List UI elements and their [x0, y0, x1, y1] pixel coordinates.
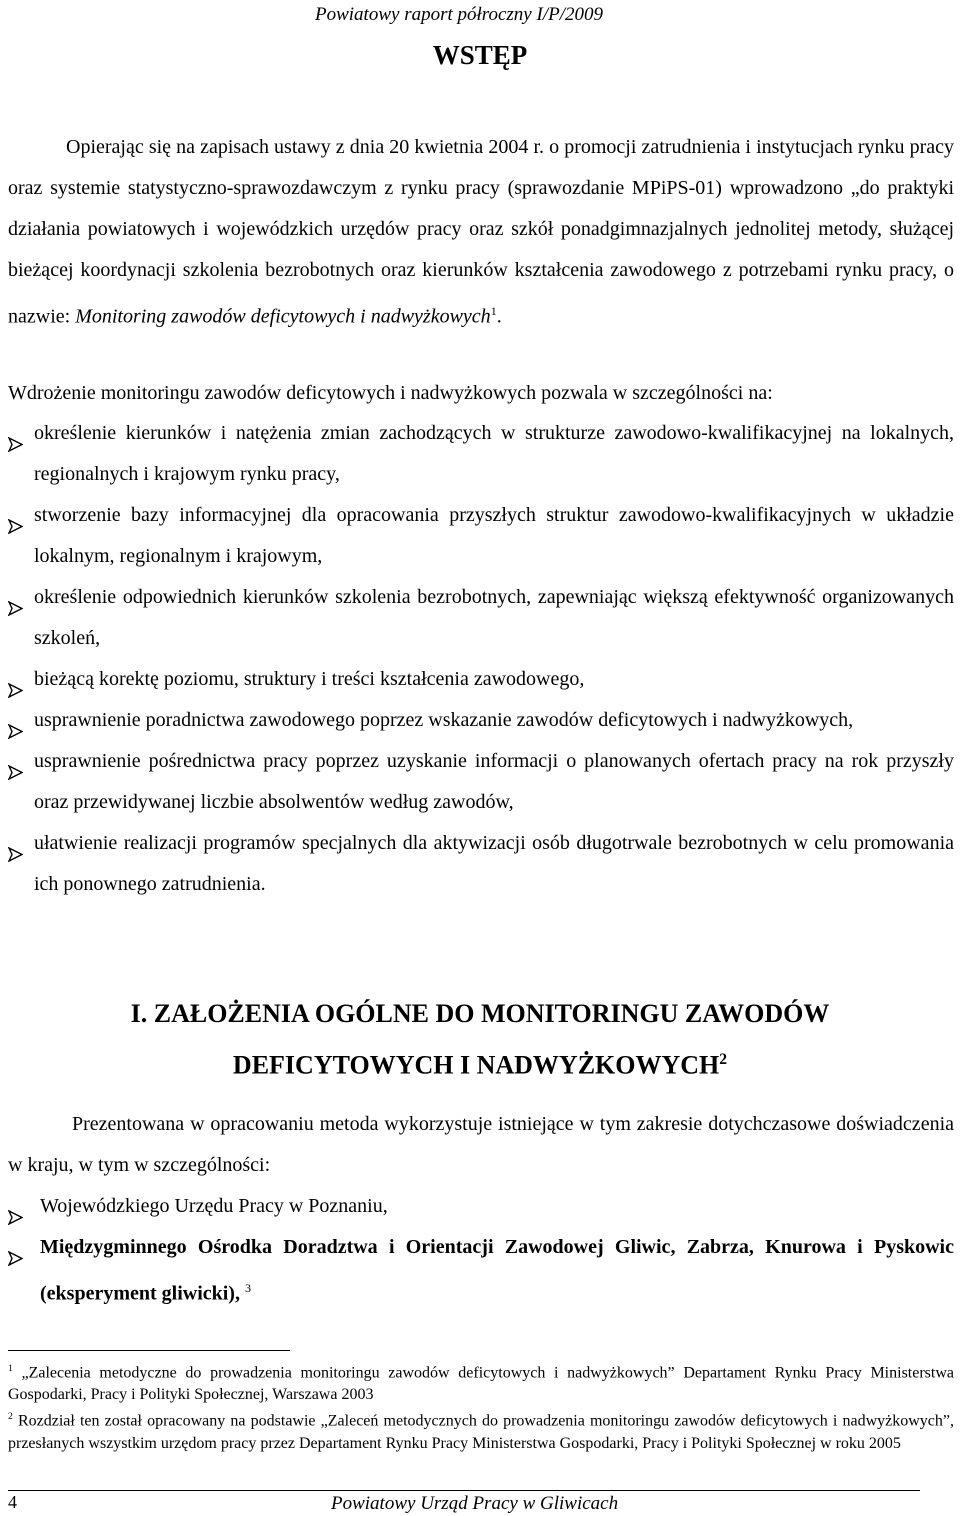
right-arrowhead-icon — [8, 754, 23, 795]
list-item-text: ułatwienie realizacji programów specjalnych dla aktywizacji osób długotrwale bezrobotnych w celu promowania ich ponownego zatrudnienia. — [34, 832, 954, 895]
methods-paragraph — [8, 1104, 954, 1186]
experience-list — [8, 1186, 954, 1315]
list-item — [8, 1186, 954, 1227]
right-arrowhead-icon — [8, 426, 23, 467]
list-item — [8, 700, 954, 741]
right-arrowhead-icon — [8, 508, 23, 549]
list-item-text: określenie kierunków i natężenia zmian zachodzących w strukturze zawodowo-kwalifikacyjnej na lokalnych, regionalnych i krajowym rynku pracy, — [34, 422, 954, 485]
list-item-text: usprawnienie poradnictwa zawodowego poprzez wskazanie zawodów deficytowych i nadwyżkowych, — [34, 709, 854, 731]
footnotes — [8, 1358, 954, 1455]
chapter-title-line-1: I. ZAŁOŻENIA OGÓLNE DO MONITORINGU ZAWODÓW — [130, 999, 830, 1028]
list-item-text: Wojewódzkiego Urzędu Pracy w Poznaniu, — [40, 1195, 388, 1217]
intro-italic-title: Monitoring zawodów deficytowych i nadwyżkowych — [75, 305, 491, 328]
list-item — [8, 413, 954, 495]
chapter-title-text: DEFICYTOWYCH I NADWYŻKOWYCH — [232, 1050, 720, 1080]
running-header: Powiatowy raport półroczny I/P/2009 — [315, 4, 603, 25]
page-number: 4 — [8, 1492, 17, 1512]
methods-text: Prezentowana w opracowaniu metoda wykorzystuje istniejące w tym zakresie dotychczasowe doświadczenia w kraju, w tym w szczególności: — [8, 1113, 954, 1176]
footnote-ref-2: 2 — [719, 1051, 728, 1068]
footnote-ref-3: 3 — [244, 1281, 251, 1295]
list-item — [8, 659, 954, 700]
section-title: WSTĘP — [432, 40, 528, 70]
list-item — [8, 577, 954, 659]
footnote-text: Rozdział ten został opracowany na podstawie „Zaleceń metodycznych do prowadzenia monitoringu zawodów deficytowych i nadwyżkowych”, przesłanych wszystkim urzędom pracy przez Departament Rynku Pracy Ministerstwa Gospodarki, Pracy i Polityki Społecznej w roku 2005 — [8, 1412, 954, 1452]
footer-title: Powiatowy Urząd Pracy w Gliwicach — [331, 1493, 619, 1514]
list-item — [8, 495, 954, 577]
list-item-text: określenie odpowiednich kierunków szkolenia bezrobotnych, zapewniając większą efektywność organizowanych szkoleń, — [34, 586, 954, 649]
intro-text: Opierając się na zapisach ustawy z dnia 20 kwietnia 2004 r. o promocji zatrudnienia i instytucjach rynku pracy oraz systemie statystyczno-sprawozdawczym z rynku pracy (sprawozdanie MPiPS-01) wprowadzono „do praktyki działania powiatowych i wojewódzkich urzędów pracy oraz szkół ponadgimnazjalnych jednolitej metody, służącej bieżącej koordynacji szkolenia bezrobotnych oraz kierunków kształcenia zawodowego z potrzebami rynku pracy, o nazwie: — [8, 136, 954, 328]
list-item-text: bieżącą korektę poziomu, struktury i treści kształcenia zawodowego, — [34, 668, 585, 690]
right-arrowhead-icon — [8, 590, 23, 631]
footnote-number: 2 — [8, 1411, 13, 1423]
list-item-text: usprawnienie pośrednictwa pracy poprzez uzyskanie informacji o planowanych ofertach pracy na rok przyszły oraz przewidywanej liczbie absolwentów według zawodów, — [34, 750, 954, 813]
footnote-separator — [8, 1350, 290, 1351]
benefits-list — [8, 413, 954, 905]
intro-lead: Wdrożenie monitoringu zawodów deficytowych i nadwyżkowych pozwala w szczególności na: — [8, 382, 773, 404]
footnote-ref-1: 1 — [490, 304, 497, 318]
list-item-text: stworzenie bazy informacyjnej dla opracowania przyszłych struktur zawodowo-kwalifikacyjnych w układzie lokalnym, regionalnym i krajowym, — [34, 504, 954, 567]
intro-end: . — [496, 305, 502, 328]
footnote-text: „Zalecenia metodyczne do prowadzenia monitoringu zawodów deficytowych i nadwyżkowych” Departament Rynku Pracy Ministerstwa Gospodarki, Pracy i Polityki Społecznej, Warszawa 2003 — [8, 1364, 955, 1404]
list-item — [8, 1227, 954, 1315]
footnote-1 — [8, 1358, 954, 1406]
list-item-text: Międzygminnego Ośrodka Doradztwa i Orientacji Zawodowej Gliwic, Zabrza, Knurowa i Pyskowic (eksperyment gliwicki), — [40, 1236, 954, 1305]
footnote-number: 1 — [8, 1363, 13, 1374]
list-item — [8, 823, 954, 905]
footnote-2 — [8, 1406, 954, 1454]
chapter-title-line-2 — [0, 1038, 960, 1088]
list-item — [8, 741, 954, 823]
footer-rule — [8, 1490, 920, 1491]
right-arrowhead-icon — [8, 1240, 23, 1281]
intro-paragraph — [8, 127, 954, 338]
right-arrowhead-icon — [8, 836, 23, 877]
